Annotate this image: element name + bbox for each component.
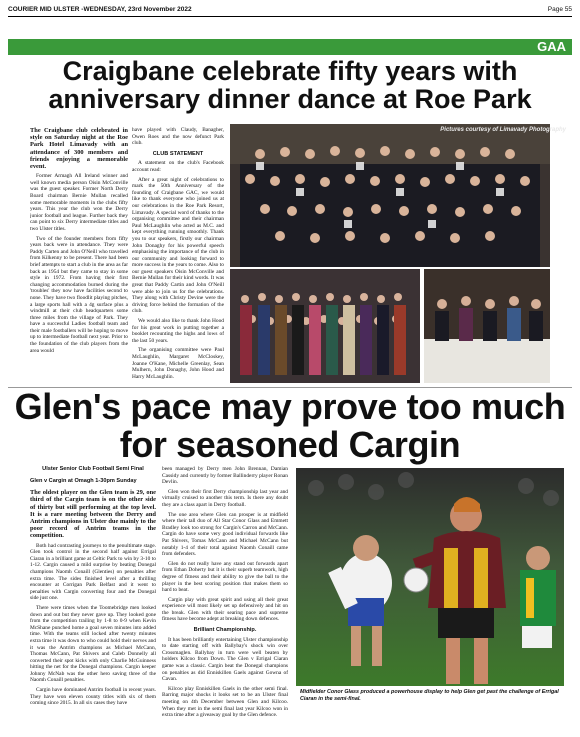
photo-caption: Midfielder Conor Glass produced a powerhouse display to help Glen get past the challenge of Errigal Ciaran in the semi-final. (300, 689, 559, 702)
story2-headline: Glen's pace may prove too much for seasoned Cargin (14, 386, 566, 465)
story2-kicker-fixture: Glen v Cargin at Omagh 1-30pm Sunday (30, 477, 137, 484)
action-photo-image (296, 468, 564, 686)
story2-paragraph: The one area where Glen can prosper is at midfield where their tall duo of All Star Conor Glass and Emmett Bradley look too strong for Cargin's Carron and McCann. Cargin do have some very good individual forwards like Pat Shivers, Tomas McCann and Michael McCann but notably 1-4 of their total against Naomh Conaill came from defenders. (162, 511, 288, 558)
story2-kicker-competition: Ulster Senior Club Football Semi Final (42, 466, 144, 472)
photo-credit: Pictures courtesy of Limavady Photography (440, 127, 566, 133)
story1-headline: Craigbane celebrate fifty years with anniversary dinner dance at Roe Park (48, 56, 532, 114)
story2-paragraph: Glen do not really have any stand out forwards apart from Ethan Doherty but it is their superb teamwork, high degree of fitness and their ability to give the ball to the player in the best scoring position that makes them so hard to beat. (162, 560, 288, 594)
story1-paragraph: The organising committee were Paul McLaughlin, Margaret McCloskey, Joanne O'Kane, Michelle Greenlay, Sean Mulhern, John Donaghy, John Hood and Harry McLaughlin. (132, 347, 224, 380)
story2-subhead: Brilliant Championship. (193, 627, 257, 634)
story1-subhead: CLUB STATEMENT (152, 150, 204, 157)
story1-paragraph: A statement on the club's Facebook account read: (132, 160, 224, 173)
story2-paragraph: Both had contrasting journeys to the penultimate stage. Glen took control in the second half against Errigal Ciaran in a brilliant game at Celtic Park to win by 3-10 to 1-12. Cargin caused a mild surprise by beating Donegal champions Naomh Conaill (Glenties) on penalties after extra time. The sides finished level after a thrilling encounter at Corrigan Park Belfast and it went to penalties with Cargin converting four and the Donegal side just one. (30, 542, 156, 602)
story1-column-2 (132, 127, 224, 385)
section-bar (8, 39, 572, 55)
group-photo-main-image (230, 124, 550, 267)
group-photo-table (424, 269, 550, 383)
story2-lead: The oldest player on the Glen team is 29, one third of the Cargin team is on the other side of thirty but still performing at the top level. It is a rare meeting between the Derry and Antrim champions in Ulster due mainly to the poor record of Antrim teams in the competition. (30, 489, 156, 540)
action-photo (296, 468, 564, 686)
group-photo-ladies-image (230, 269, 420, 383)
page-header (8, 4, 572, 16)
story2-paragraph: There were times when the Toomebridge men looked down and out but they never gave up. They looked gone from the competition trailing by 1-8 to 0-9 when Kevin McShane punched home a goal seven minutes into added time. With the teams still locked after twenty minutes extra time it was down to who could hold their nerves and it was the Antrim champions as Michael McCann, Thomas McCann, Pat Shivers and Caleb Donnelly all converted their spot kicks with only Charlie McGuinness hitting the net for the Donegal champions. Cargin keeper Johnny McNab was the other hero saving three of the Naomh Conaill penalties. (30, 604, 156, 684)
story1-paragraph: We would also like to thank John Hood for his great work in putting together a booklet recounting the highs and lows of the last 50 years. (132, 318, 224, 344)
story2-column-2 (162, 466, 288, 734)
group-photo-ladies (230, 269, 420, 383)
page-number: Page 55 (547, 6, 572, 13)
story2-paragraph: It has been brilliantly entertaining Ulster championship to date starting off with Ballybay's shock win over Crossmaglen. Ballybay in turn were well beaten by holders Kilcoo from Down. The Glen v Errigal Ciaran game was a classic. Cargin beat the Donegal champions on penalties as did Enniskillen Gaels against Gowna of Cavan. (162, 636, 288, 683)
group-photo-main (230, 124, 550, 267)
story2-column-1 (30, 466, 156, 734)
group-photo-table-image (424, 269, 550, 383)
story1-paragraph: Two of the founder members from fifty years back were in attendance. They were Paddy Carten and John O'Neill who travelled from Kilkenny to be present. There had been brief attempts to start a club in the area as far back as 1954 but they came to stay in some style in 1972. From having their first changing accommodation burned during the 'troubles' they now have facilities second to none. They have two floodlit playing pitches, a large sports hall with a 4g surface plus a windmill at their club headquarters some three miles from the village of Park. They have a successful Ladies football team and their male footballers will be hoping to move up to intermediate football next year. Prior to the foundation of the club players from the area would (30, 235, 128, 354)
paper-title: COURIER MID ULSTER -WEDNESDAY, 23rd November 2022 (8, 6, 192, 13)
story2-paragraph: Kilcoo play Enniskillen Gaels in the other semi final. Barring major shocks it looks set to be an Ulster final meeting on 4th December between Glen and Kilcoo. When they met in the semi final last year Kilcoo won in extra time after a giveaway goal by the Glen defence. (162, 685, 288, 719)
story1-lead: The Craigbane club celebrated in style on Saturday night at the Roe Park Hotel Limavady with an attendance of 300 members and friends enjoying a memorable event. (30, 127, 128, 171)
story1-paragraph: Former Armagh All Ireland winner and well known media person Oisin McConville was the guest speaker. Former North Derry Board chairman Bernie Mullan recalled some memorable moments in the clubs fifty years. This year the club won the Derry junior football and league. Further back they can point to six Derry intermediate titles and two Ulster titles. (30, 173, 128, 232)
story2-paragraph: Cargin play with great spirit and using all their great experience will most likely set up defensively and hit on the break. Glen with their searing pace and supreme fitness have become adept at breaking down defences. (162, 596, 288, 623)
story1-column-1 (30, 127, 128, 385)
story1-paragraph: have played with Claudy, Banagher, Owen Roes and the now defunct Park club. (132, 127, 224, 147)
story2-paragraph: Cargin have dominated Antrim football in recent years. They have won eleven county titles with six of them coming since 2015. In all six cases they have (30, 687, 156, 707)
section-label: GAA (537, 39, 566, 54)
story2-paragraph: been managed by Derry men John Brennan, Damian Cassidy and currently by former Ballinderry player Ronan Devlin. (162, 466, 288, 486)
header-rule (8, 16, 572, 17)
story1-paragraph: After a great night of celebrations to mark the 50th Anniversary of the founding of Craigbane GAC, we would like to thank everyone who joined us at our celebrations in the Roe Park Resort, Limavady. A special word of thanks to the organising committee and their chairman Paul McLaughlin who acted as M.C. and kept everything running smoothly. Thank you to our speakers, firstly our chairman John Donaghy for his powerful speech emphasising the importance of the club in our community and looking forward to more success in the years to come. Also to our guest speakers Oisin McConville and Bernie Mullan for their kind words. It was great that Paddy Cartin and John O'Neill were able to join us for the celebrations. They along with Christy Devine were the driving force behind the formation of the club. (132, 176, 224, 315)
story2-paragraph: Glen won their first Derry championship last year and virtually cruised to another this term. Is there any doubt they are a class apart in Derry football. (162, 488, 288, 508)
